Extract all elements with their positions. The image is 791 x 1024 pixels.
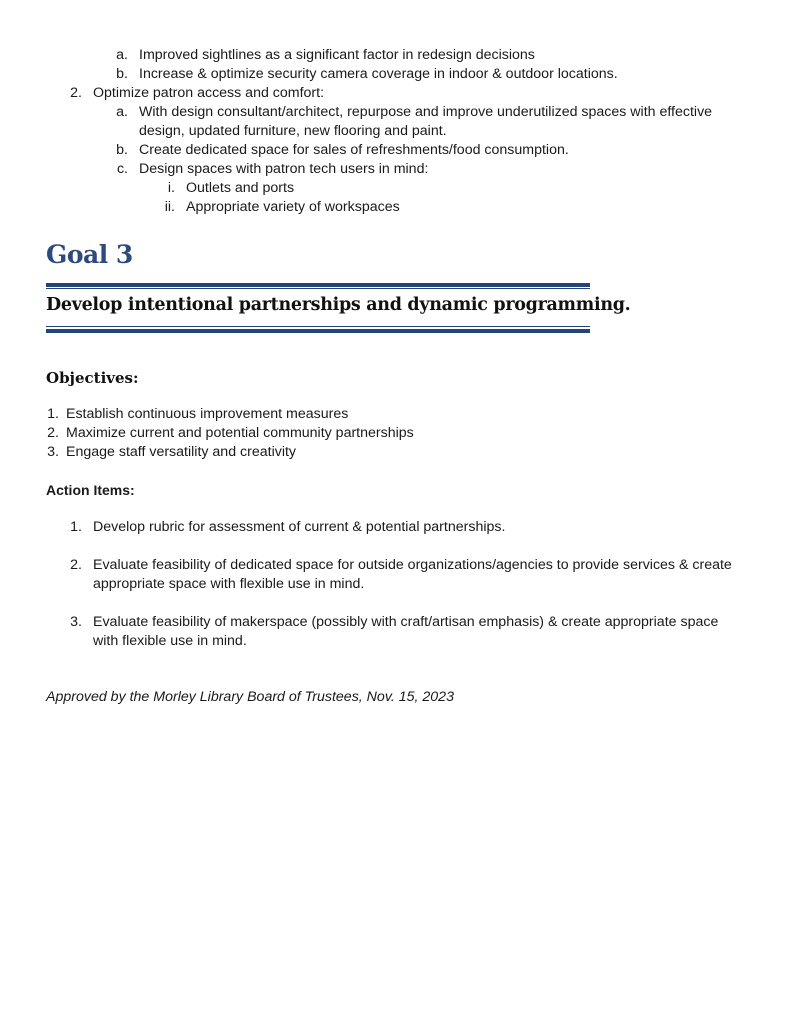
list-marker: 3.	[70, 614, 82, 630]
objectives-heading: Objectives:	[46, 369, 139, 387]
list-text: Establish continuous improvement measures	[66, 406, 349, 422]
list-marker: b.	[116, 142, 128, 158]
list-marker: i.	[167, 180, 175, 196]
list-marker: 2.	[47, 425, 59, 441]
list-text: Increase & optimize security camera coverage in indoor & outdoor locations.	[139, 66, 618, 82]
list-text: Outlets and ports	[186, 180, 295, 196]
list-text: Appropriate variety of workspaces	[186, 199, 400, 215]
action-items-heading: Action Items:	[46, 482, 135, 498]
approval-note: Approved by the Morley Library Board of Trustees, Nov. 15, 2023	[46, 689, 454, 705]
list-marker: c.	[116, 161, 128, 177]
list-text: Engage staff versatility and creativity	[66, 444, 297, 460]
goal-title: Goal 3	[46, 240, 133, 269]
list-marker: a.	[116, 104, 128, 120]
list-text: Evaluate feasibility of dedicated space for outside organizations/agencies to provide services & create	[93, 557, 732, 573]
list-text: Develop rubric for assessment of current & potential partnerships.	[93, 519, 506, 535]
list-marker: 2.	[70, 557, 82, 573]
list-text: design, updated furniture, new flooring and paint.	[139, 123, 447, 139]
list-marker: 1.	[70, 519, 82, 535]
list-text: Evaluate feasibility of makerspace (possibly with craft/artisan emphasis) & create appropriate space	[93, 614, 719, 630]
list-marker: 1.	[47, 406, 59, 422]
divider	[46, 283, 590, 287]
divider	[46, 329, 590, 333]
list-marker: 3.	[47, 444, 59, 460]
list-text: appropriate space with flexible use in mind.	[93, 576, 365, 592]
list-text: Improved sightlines as a significant factor in redesign decisions	[139, 47, 535, 63]
list-marker: 2.	[70, 85, 82, 101]
goal-subtitle: Develop intentional partnerships and dynamic programming.	[46, 295, 631, 315]
list-text: Optimize patron access and comfort:	[93, 85, 325, 101]
list-text: with flexible use in mind.	[93, 633, 247, 649]
list-marker: a.	[116, 47, 128, 63]
list-marker: b.	[116, 66, 128, 82]
list-text: With design consultant/architect, repurpose and improve underutilized spaces with effective	[139, 104, 713, 120]
list-text: Design spaces with patron tech users in mind:	[139, 161, 429, 177]
list-text: Maximize current and potential community partnerships	[66, 425, 414, 441]
list-text: Create dedicated space for sales of refreshments/food consumption.	[139, 142, 569, 158]
list-marker: ii.	[164, 199, 175, 215]
